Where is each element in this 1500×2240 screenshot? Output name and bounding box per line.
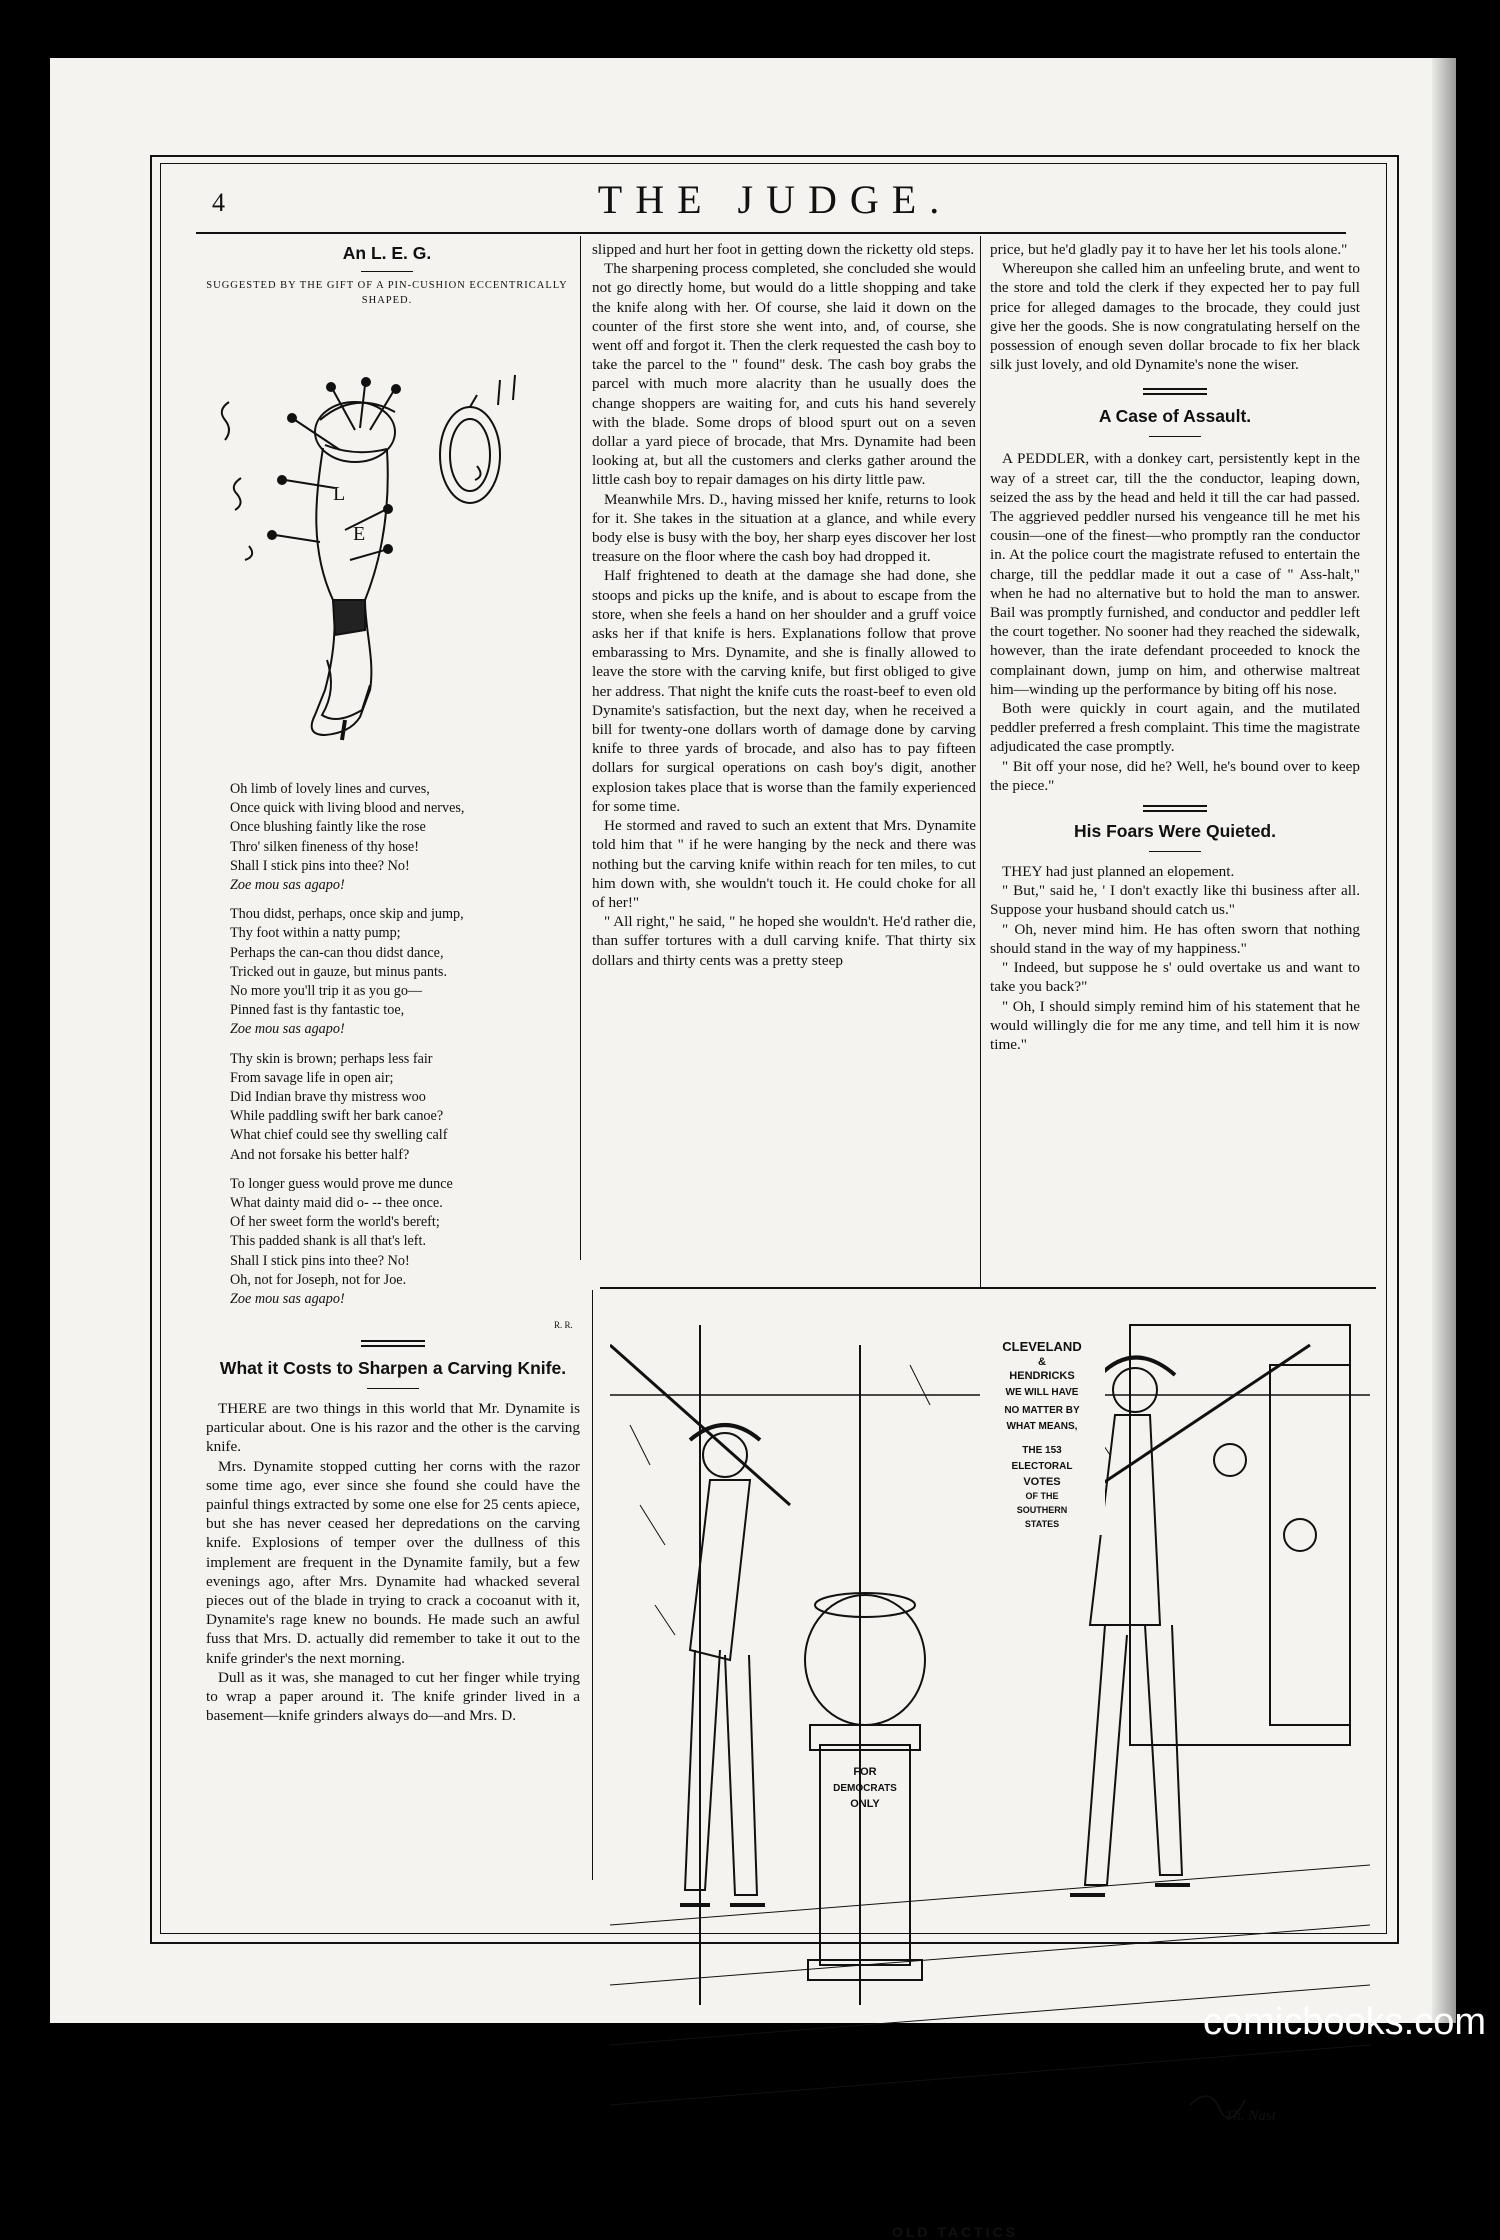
- old-tactics-cartoon: [610, 1305, 1370, 2215]
- sign-line: HENDRICKS: [1009, 1370, 1075, 1382]
- paragraph: " Oh, I should simply remind him of his statement that he would willingly die for me any time, and tell him it is now time.": [990, 997, 1360, 1053]
- section-rule: [1143, 805, 1207, 812]
- paragraph: THERE are two things in this world that Mr. Dynamite is particular about. One is his razor and the other is the carving knife.: [206, 1400, 580, 1456]
- paragraph: A PEDDLER, with a donkey cart, persistently kept in the way of a street car, till the the conductor, leaping down, seized the ass by the head and held it till the car had passed. The aggrieved peddler nursed his vengeance till he met his cousin—one of the finest—who promptly ran the conductor in. At the police court the magistrate refused to entertain the charge, till the peddlar made it out a case of " Ass-halt," when he had no alternative but to hold the man to answer. Bail was promptly furnished, and conductor and peddler left the court together. No sooner had they reached the sidewalk, however, than the irate defendant proceeded to knock the complainant down, jump on him, and otherwise maltreat him—winding up the performance by biting off his nose.: [990, 450, 1360, 698]
- leg-section: [206, 242, 568, 308]
- sign-line: WHAT MEANS,: [1006, 1421, 1078, 1432]
- poem-line: Did Indian brave thy mistress woo: [230, 1089, 426, 1106]
- pedestal-label: [833, 1766, 897, 1810]
- poem-line: While paddling swift her bark canoe?: [230, 1108, 444, 1125]
- poem-line: And not forsake his better half?: [230, 1146, 410, 1163]
- poem-refrain: Zoe mou sas agapo!: [230, 877, 345, 894]
- poem-line: Tricked out in gauze, but minus pants.: [230, 963, 447, 980]
- title-rule: [1149, 436, 1201, 437]
- sign-line: THE 153: [1022, 1445, 1062, 1456]
- sign-line: SOUTHERN: [1016, 1505, 1068, 1515]
- poem-stanza: [230, 1050, 530, 1165]
- paragraph: Mrs. Dynamite stopped cutting her corns with the razor some time ago, ever since she found she could have the painful things extracted by some one else for 25 cents apiece, but she has never ceased her depredations on the carving knife. Explosions of temper over the dullness of this implement are frequent in the Dynamite family, but a few evenings ago, after Mrs. Dynamite had whacked several pieces out of the blade in trying to crack a cocoanut with it, Dynamite's rage knew no bounds. He made such an awful fuss that Mrs. D. actually did remember to take it out to the knife grinder's the next morning.: [206, 1457, 580, 1667]
- svg-text:E: E: [353, 523, 366, 545]
- title-rule: [361, 271, 413, 272]
- poem-line: Shall I stick pins into thee? No!: [230, 857, 410, 874]
- leg-subtitle: SUGGESTED BY THE GIFT OF A PIN-CUSHION ECCENTRICALLY SHAPED.: [206, 280, 568, 306]
- masthead-title: THE JUDGE.: [597, 177, 953, 222]
- pedestal-line: DEMOCRATS: [833, 1783, 897, 1794]
- right-column: [990, 240, 1360, 1054]
- pedestal-line: ONLY: [850, 1798, 880, 1810]
- sign-line: VOTES: [1023, 1476, 1061, 1488]
- poem-line: Once quick with living blood and nerves,: [230, 800, 465, 817]
- poem-line: Of her sweet form the world's bereft;: [230, 1214, 440, 1231]
- column-rule: [592, 1290, 593, 1880]
- poem-line: Oh, not for Joseph, not for Joe.: [230, 1271, 407, 1288]
- paragraph: " Indeed, but suppose he s' ould overtake us and want to take you back?": [990, 959, 1360, 996]
- poem-line: To longer guess would prove me dunce: [230, 1175, 453, 1192]
- section-rule: [361, 1340, 425, 1347]
- sign-line: ELECTORAL: [1011, 1461, 1073, 1472]
- poem-line: Thy foot within a natty pump;: [230, 925, 401, 942]
- paragraph: " All right," he said, " he hoped she wouldn't. He'd rather die, than suffer tortures with a dull carving knife. That thirty six dollars and thirty cents was a pretty steep: [592, 913, 976, 969]
- sign-line: &: [1038, 1356, 1046, 1368]
- title-rule: [1149, 851, 1201, 852]
- pincushion-leg-illustration: [215, 360, 555, 750]
- knife-article-col1: [206, 1330, 580, 1725]
- sign-line: OF THE: [1025, 1491, 1059, 1501]
- poem-signature: R. R.: [554, 1320, 573, 1330]
- poem-line: Perhaps the can-can thou didst dance,: [230, 944, 444, 961]
- header-rule: [196, 232, 1346, 234]
- assault-title: A Case of Assault.: [1098, 406, 1252, 427]
- paragraph: He stormed and raved to such an extent that Mrs. Dynamite told him that " if he were hanging by the neck and there was nothing but the carving knife within reach for ten miles, to cut him down with, she wouldn't touch it. He could choke for all of her!": [592, 817, 976, 911]
- page-number: 4: [212, 188, 225, 217]
- cartoon-top-rule: [600, 1287, 1376, 1289]
- poem-line: Shall I stick pins into thee? No!: [230, 1252, 410, 1269]
- poem-line: What chief could see thy swelling calf: [230, 1127, 448, 1144]
- poem-line: This padded shank is all that's left.: [230, 1233, 427, 1250]
- paragraph: The sharpening process completed, she concluded she would not go directly home, but would do a little shopping and take the knife along with her. Of course, she laid it down on the counter of the first store she went into, and, of course, she went off and forgot it. Then the clerk requested the cash boy to take the parcel to the " found" desk. The cash boy grabs the parcel with much more alacrity than he usually does the change shoppers are waiting for, and cuts his hand severely with the blade. Some drops of blood spurt out on a seven dollar a yard piece of brocade, that Mrs. Dynamite had been looking at, but all the customers and clerks gather around the little cash boy to repair damages on his dirty little paw.: [592, 260, 976, 489]
- poem-stanza: [230, 780, 530, 895]
- poem-line: Once blushing faintly like the rose: [230, 819, 426, 836]
- poem-line: From savage life in open air;: [230, 1069, 394, 1086]
- paragraph: Meanwhile Mrs. D., having missed her knife, returns to look for it. She takes in the situation at a glance, and while every body else is busy with the boy, her sharp eyes discover her lost treasure on the floor where the cash boy had dropped it.: [592, 490, 976, 566]
- column-rule: [980, 236, 981, 1288]
- paragraph: slipped and hurt her foot in getting down the ricketty old steps.: [592, 241, 975, 258]
- paragraph: price, but he'd gladly pay it to have her let his tools alone.": [990, 241, 1348, 258]
- paragraph: " Bit off your nose, did he? Well, he's bound over to keep the piece.": [990, 757, 1360, 794]
- leg-poem: [230, 780, 530, 1319]
- knife-title: What it Costs to Sharpen a Carving Knife.: [219, 1358, 567, 1378]
- column-rule: [580, 236, 581, 1260]
- paragraph: " Oh, never mind him. He has often sworn that nothing should stand in the way of my happiness.": [990, 920, 1360, 957]
- poem-line: What dainty maid did o- -- thee once.: [230, 1195, 443, 1212]
- knife-article-col2: [592, 240, 976, 970]
- poem-refrain: Zoe mou sas agapo!: [230, 1291, 345, 1308]
- poem-line: Thou didst, perhaps, once skip and jump,: [230, 906, 464, 923]
- title-rule: [367, 1388, 419, 1389]
- paragraph: " But," said he, ' I don't exactly like thi business after all. Suppose your husband should catch us.": [990, 882, 1360, 919]
- poem-line: Thro' silken fineness of thy hose!: [230, 838, 419, 855]
- paragraph: Half frightened to death at the damage she had done, she stoops and picks up the knife, and is about to escape from the store, when she feels a hand on her shoulder and a gruff voice asks her if that knife is hers. Explanations follow that prove embarassing to Mrs. Dynamite, and she is finally allowed to leave the store with the carving knife, but first obliged to give her address. That night the knife cuts the roast-beef to even old Dynamite's satisfaction, but the next day, when he received a bill for twenty-one dollars worth of damage done by carving knife to three yards of brocade, and also has to pay fifteen dollars for surgical operations on cash boy's digit, another explosion takes place that is worse than the family experienced for some time.: [592, 567, 976, 815]
- paragraph: Dull as it was, she managed to cut her finger while trying to wrap a paper around it. The knife grinder lived in a basement—knife grinders always do—and Mrs. D.: [206, 1668, 580, 1725]
- poem-refrain: Zoe mou sas agapo!: [230, 1021, 345, 1038]
- artist-signature: Th. Nast: [1225, 2108, 1276, 2124]
- poem-stanza: [230, 905, 530, 1039]
- cartoon-caption: OLD TACTICS: [891, 2224, 1019, 2240]
- poem-line: Oh limb of lovely lines and curves,: [230, 781, 430, 797]
- poem-line: No more you'll trip it as you go—: [230, 983, 423, 1000]
- sign-line: WE WILL HAVE: [1005, 1387, 1079, 1398]
- sign-line: CLEVELAND: [1002, 1339, 1082, 1354]
- paragraph: THEY had just planned an elopement.: [1002, 863, 1235, 881]
- cartoon-sign: [980, 1335, 1105, 1535]
- pedestal-line: FOR: [853, 1766, 877, 1778]
- leg-title: An L. E. G.: [342, 243, 432, 263]
- paragraph: Whereupon she called him an unfeeling brute, and went to the store and told the clerk if they expected her to pay full price for alleged damages to the brocade, they could just give her the goods. She is now congratulating herself on the possession of enough seven dollar brocade to fix her black silk just lovely, and old Dynamite's none the wiser.: [990, 260, 1360, 374]
- page-edge-shadow: [1432, 58, 1456, 2023]
- site-watermark: comicbooks.com: [1203, 2001, 1486, 2043]
- sign-line: NO MATTER BY: [1004, 1405, 1080, 1416]
- section-rule: [1143, 388, 1207, 395]
- poem-line: Thy skin is brown; perhaps less fair: [230, 1050, 433, 1067]
- fears-title: His Foars Were Quieted.: [1074, 821, 1276, 842]
- poem-stanza: [230, 1175, 530, 1309]
- svg-text:L: L: [333, 483, 346, 505]
- poem-line: Pinned fast is thy fantastic toe,: [230, 1002, 405, 1019]
- sign-line: STATES: [1024, 1519, 1060, 1529]
- paragraph: Both were quickly in court again, and the mutilated peddler preferred a fresh complaint. This time the magistrate adjudicated the case promptly.: [990, 700, 1360, 756]
